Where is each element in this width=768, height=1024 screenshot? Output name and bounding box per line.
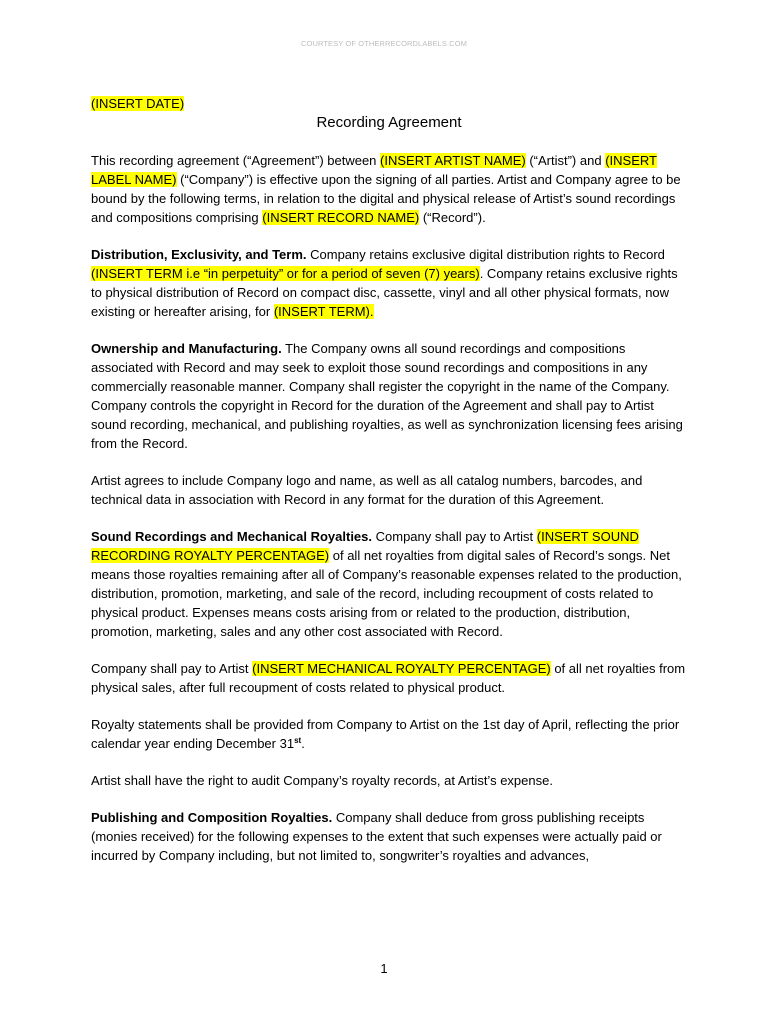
term-placeholder: (INSERT TERM i.e “in perpetuity” or for a period of seven (7) years) bbox=[91, 266, 480, 281]
logo-paragraph: Artist agrees to include Company logo and name, as well as all catalog numbers, barcodes, and technical data in association with Record in any format for the duration of this Agreement. bbox=[91, 473, 643, 507]
intro-text-1: This recording agreement (“Agreement”) between bbox=[91, 153, 381, 168]
sound-royalties-text-2: of all net royalties from digital sales of Record’s songs. Net means those royalties remaining after all of Company’s reasonable expenses related to the production, distribution, promotion, marketing, and sale of the record, including recoupment of costs related to physical product. Expenses means costs arising from or related to the production, distribution, promotion, marketing, sales and any other cost associated with Record. bbox=[91, 548, 682, 639]
artist-name-placeholder: (INSERT ARTIST NAME) bbox=[380, 153, 526, 168]
mechanical-paragraph bbox=[91, 659, 687, 697]
audit-paragraph: Artist shall have the right to audit Company’s royalty records, at Artist’s expense. bbox=[91, 773, 553, 788]
intro-text-4: (“Record”). bbox=[419, 210, 486, 225]
date-line bbox=[91, 94, 687, 113]
ordinal-suffix: st bbox=[294, 736, 302, 745]
watermark: COURTESY OF OTHERRECORDLABELS.COM bbox=[301, 39, 467, 48]
publishing-paragraph bbox=[91, 808, 687, 865]
sound-royalties-paragraph bbox=[91, 527, 687, 641]
distribution-paragraph bbox=[91, 245, 687, 321]
record-name-placeholder: (INSERT RECORD NAME) bbox=[262, 210, 420, 225]
document-title: Recording Agreement bbox=[316, 114, 462, 131]
sound-royalty-placeholder: (INSERT SOUND RECORDING ROYALTY PERCENTAGE) bbox=[91, 529, 639, 563]
mechanical-royalty-placeholder: (INSERT MECHANICAL ROYALTY PERCENTAGE) bbox=[252, 661, 551, 676]
document-body bbox=[91, 94, 687, 883]
publishing-heading: Publishing and Composition Royalties. bbox=[91, 810, 333, 825]
ownership-text: The Company owns all sound recordings and compositions associated with Record and may seek to exploit those sound recordings and compositions in any commercially reasonable manner. Company shall register the copyright in the name of the Company. Company controls the copyright in Record for the duration of the Agreement and shall pay to Artist sound recording, mechanical, and publishing royalties, as well as synchronization licensing fees arising from the Record. bbox=[91, 341, 683, 451]
term-placeholder-2: (INSERT TERM). bbox=[273, 304, 374, 319]
ownership-heading: Ownership and Manufacturing. bbox=[91, 341, 282, 356]
intro-text-3: (“Company”) is effective upon the signing of all parties. Artist and Company agree to be bound by the following terms, in relation to the digital and physical release of Artist’s sound recordings and compositions comprising bbox=[91, 172, 681, 225]
insert-date-placeholder: (INSERT DATE) bbox=[91, 96, 185, 111]
label-name-placeholder: (INSERT LABEL NAME) bbox=[91, 153, 657, 187]
sound-royalties-heading: Sound Recordings and Mechanical Royalties. bbox=[91, 529, 373, 544]
distribution-text-2: . Company retains exclusive rights to physical distribution of Record on compact disc, cassette, vinyl and all other physical formats, now existing or hereafter arising, for bbox=[91, 266, 678, 319]
distribution-heading: Distribution, Exclusivity, and Term. bbox=[91, 247, 307, 262]
mechanical-text-1: Company shall pay to Artist bbox=[91, 661, 253, 676]
page-number: 1 bbox=[380, 961, 388, 976]
sound-royalties-text-1: Company shall pay to Artist bbox=[372, 529, 537, 544]
mechanical-text-2: of all net royalties from physical sales, after full recoupment of costs related to physical product. bbox=[91, 661, 686, 695]
statements-text-1: Royalty statements shall be provided from Company to Artist on the 1st day of April, reflecting the prior calendar year ending December 31 bbox=[91, 717, 680, 751]
statements-text-2: . bbox=[301, 736, 305, 751]
publishing-text: Company shall deduce from gross publishing receipts (monies received) for the following expenses to the extent that such expenses were actually paid or incurred by Company including, but not limited to, songwriter’s royalties and advances, bbox=[91, 810, 662, 863]
statements-paragraph bbox=[91, 715, 687, 753]
intro-text-2: (“Artist”) and bbox=[525, 153, 606, 168]
distribution-text-1: Company retains exclusive digital distribution rights to Record bbox=[306, 247, 665, 262]
intro-paragraph bbox=[91, 151, 687, 227]
ownership-paragraph bbox=[91, 339, 687, 453]
